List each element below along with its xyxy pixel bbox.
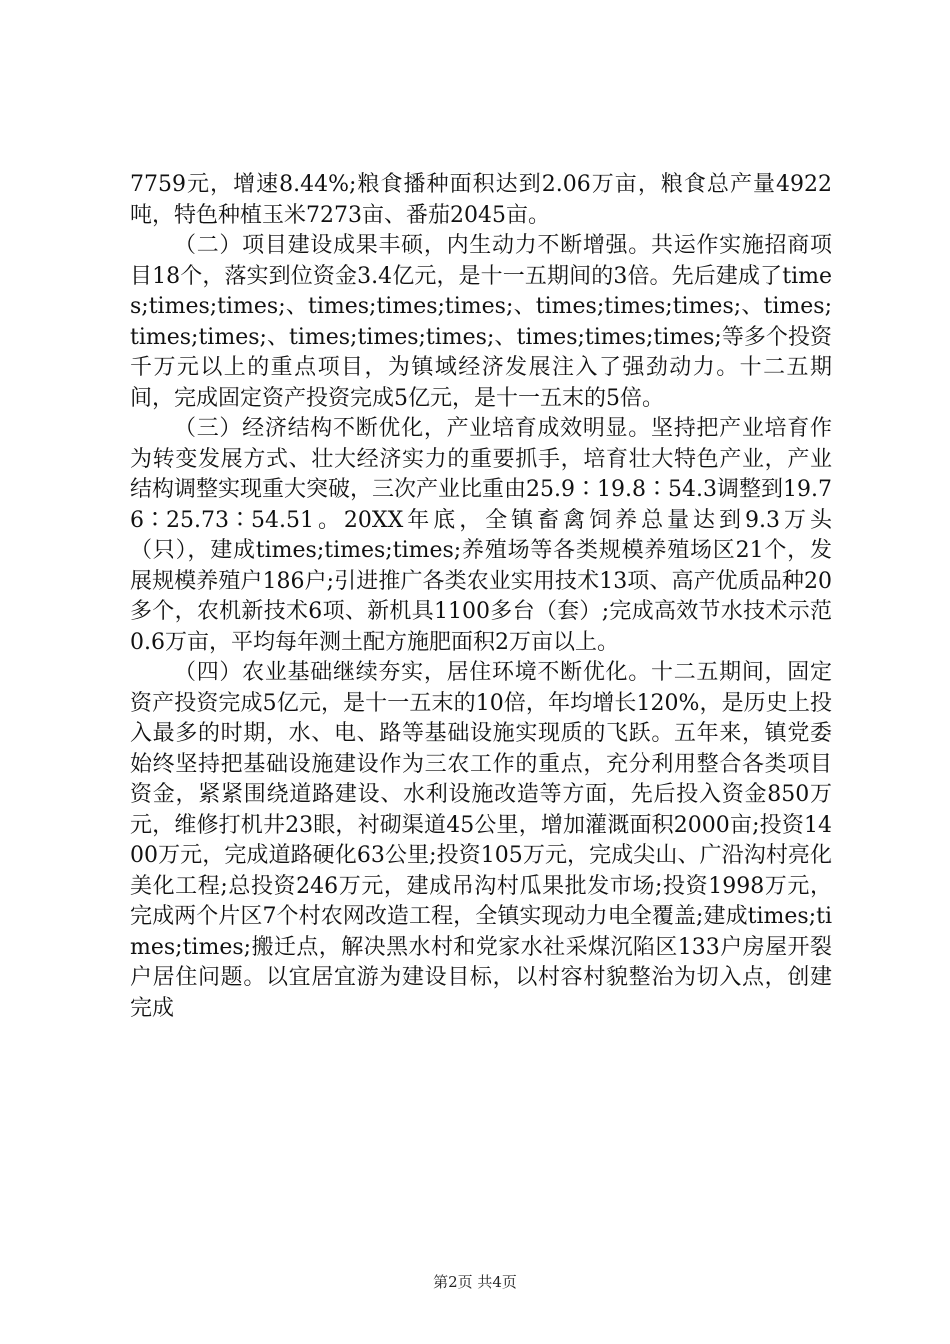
paragraph-3: （三）经济结构不断优化，产业培育成效明显。坚持把产业培育作为转变发展方式、壮大经济实力的重要抓手，培育壮大特色产业，产业结构调整实现重大突破，三次产业比重由25.9∶19.8∶54.3调整到19.76∶25.73∶54.51。20XX年底，全镇畜禽饲养总量达到9.3万头（只），建成times;times;times;养殖场等各类规模养殖场区21个，发展规模养殖户186户;引进推广各类农业实用技术13项、高产优质品种20多个，农机新技术6项、新机具1100多台（套）;完成高效节水技术示范0.6万亩，平均每年测土配方施肥面积2万亩以上。 xyxy=(130,416,832,655)
document-body xyxy=(130,170,832,1024)
page-number-footer: 第2页 共4页 xyxy=(433,1273,517,1291)
paragraph-2: （二）项目建设成果丰硕，内生动力不断增强。共运作实施招商项目18个，落实到位资金3.4亿元，是十一五期间的3倍。先后建成了times;times;times;、times;times;times;、times;times;times;、times;times;times;、times;times;times;、times;times;times;等多个投资千万元以上的重点项目，为镇域经济发展注入了强劲动力。十二五期间，完成固定资产投资完成5亿元，是十一五末的5倍。 xyxy=(130,233,832,411)
paragraph-4: （四）农业基础继续夯实，居住环境不断优化。十二五期间，固定资产投资完成5亿元，是十一五末的10倍，年均增长120%，是历史上投入最多的时期，水、电、路等基础设施实现质的飞跃。五年来，镇党委始终坚持把基础设施建设作为三农工作的重点，充分利用整合各类项目资金，紧紧围绕道路建设、水利设施改造等方面，先后投入资金850万元，维修打机井23眼，衬砌渠道45公里，增加灌溉面积2000亩;投资1400万元，完成道路硬化63公里;投资105万元，完成尖山、广沿沟村亮化美化工程;总投资246万元，建成吊沟村瓜果批发市场;投资1998万元，完成两个片区7个村农网改造工程，全镇实现动力电全覆盖;建成times;times;times;搬迁点，解决黑水村和党家水社采煤沉陷区133户房屋开裂户居住问题。以宜居宜游为建设目标，以村容村貌整治为切入点，创建完成 xyxy=(130,660,832,1021)
paragraph-1: 7759元，增速8.44%;粮食播种面积达到2.06万亩，粮食总产量4922吨，特色种植玉米7273亩、番茄2045亩。 xyxy=(130,172,832,228)
